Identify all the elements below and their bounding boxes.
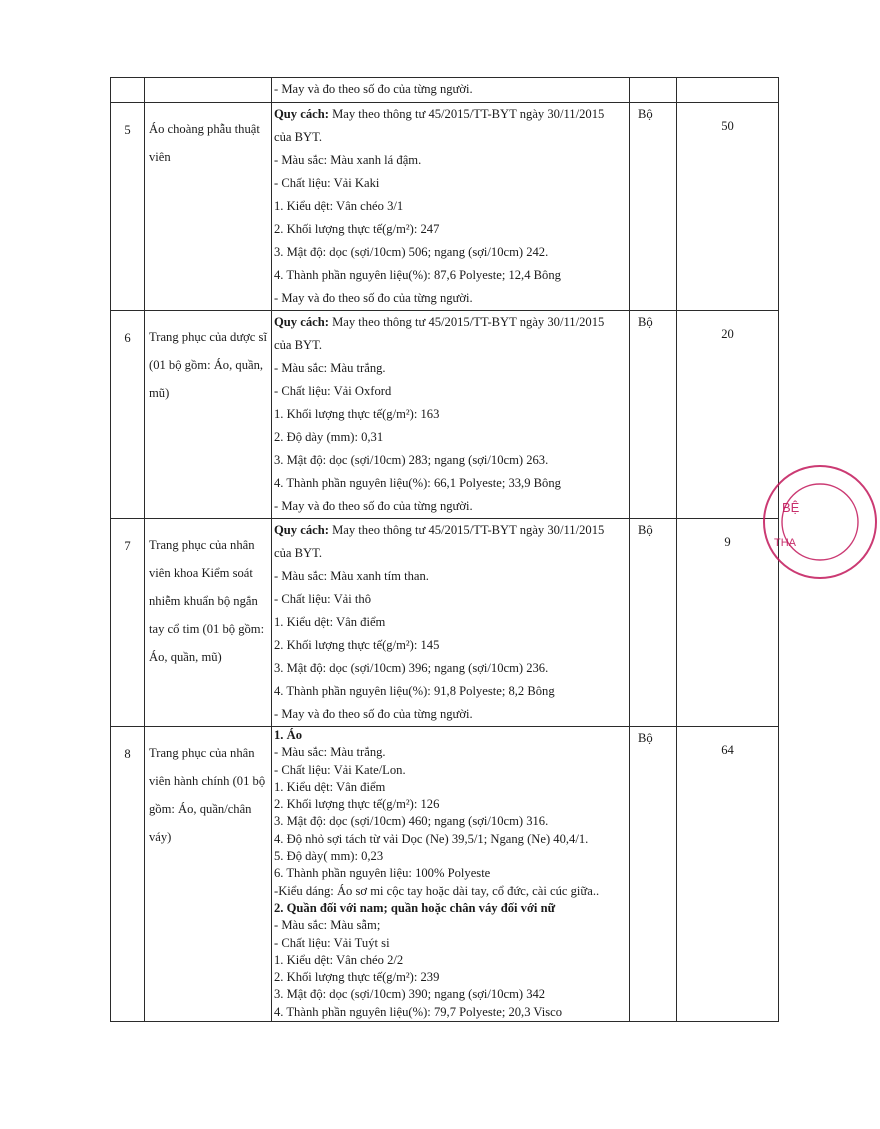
description-line: 4. Độ nhỏ sợi tách từ vải Dọc (Ne) 39,5/1; Ngang (Ne) 40,4/1. — [274, 831, 589, 846]
table-body — [111, 78, 779, 1022]
description-line: của BYT. — [274, 546, 323, 560]
description-line: - Màu sắc: Màu trắng. — [274, 745, 386, 760]
description-line: 3. Mật độ: dọc (sợi/10cm) 506; ngang (sợi/10cm) 242. — [274, 245, 549, 259]
description-line: 3. Mật độ: dọc (sợi/10cm) 283; ngang (sợi/10cm) 263. — [274, 453, 549, 467]
description-line: 1. Kiểu dệt: Vân điểm — [274, 615, 386, 629]
description-line — [274, 519, 626, 542]
description-line: 6. Thành phần nguyên liệu: 100% Polyeste — [274, 866, 491, 881]
description-line: - Chất liệu: Vải Oxford — [274, 384, 392, 398]
item-quantity: 20 — [677, 311, 779, 519]
description-line: 4. Thành phần nguyên liệu(%): 66,1 Polyeste; 33,9 Bông — [274, 476, 561, 490]
item-number: 6 — [111, 311, 145, 519]
stamp-text-line: THA — [774, 537, 796, 549]
item-number: 8 — [111, 727, 145, 1022]
item-unit: Bộ — [630, 727, 677, 1022]
description-line: 2. Quần đối với nam; quần hoặc chân váy đối với nữ — [274, 900, 556, 915]
item-unit: Bộ — [630, 519, 677, 727]
description-line: - Màu sắc: Màu trắng. — [274, 361, 386, 375]
description-line: của BYT. — [274, 130, 323, 144]
description-line: 2. Độ dày (mm): 0,31 — [274, 430, 384, 444]
item-description — [272, 727, 630, 1022]
cell-description — [272, 78, 630, 103]
table-row — [111, 727, 779, 1022]
item-name: Trang phục của nhân viên khoa Kiểm soát nhiễm khuẩn bộ ngắn tay cổ tim (01 bộ gồm: Áo, quần, mũ) — [145, 519, 272, 727]
item-description — [272, 519, 630, 727]
item-name: Trang phục của nhân viên hành chính (01 bộ gồm: Áo, quần/chân váy) — [145, 727, 272, 1022]
item-unit: Bộ — [630, 311, 677, 519]
item-description — [272, 311, 630, 519]
description-line: 1. Kiểu dệt: Vân điểm — [274, 779, 386, 794]
item-number: 7 — [111, 519, 145, 727]
description-line: - Màu sắc: Màu sẫm; — [274, 918, 381, 933]
description-line: 4. Thành phần nguyên liệu(%): 91,8 Polyeste; 8,2 Bông — [274, 684, 555, 698]
item-unit: Bộ — [630, 103, 677, 311]
description-line: 4. Thành phần nguyên liệu(%): 87,6 Polyeste; 12,4 Bông — [274, 268, 561, 282]
item-name: Áo choàng phẫu thuật viên — [145, 103, 272, 311]
description-lead: Quy cách: — [274, 523, 329, 537]
cell-quantity — [677, 78, 779, 103]
cell-no — [111, 78, 145, 103]
item-name: Trang phục của dược sĩ (01 bộ gồm: Áo, quần, mũ) — [145, 311, 272, 519]
cell-unit — [630, 78, 677, 103]
description-line: 1. Kiểu dệt: Vân chéo 2/2 — [274, 952, 404, 967]
description-line: -Kiểu dáng: Áo sơ mi cộc tay hoặc dài tay, cổ đức, cài cúc giữa.. — [274, 883, 600, 898]
description-line: 1. Khối lượng thực tế(g/m²): 163 — [274, 407, 440, 421]
description-line: 2. Khối lượng thực tế(g/m²): 239 — [274, 970, 440, 985]
description-rest: May theo thông tư 45/2015/TT-BYT ngày 30/11/2015 — [328, 315, 605, 329]
item-quantity: 50 — [677, 103, 779, 311]
item-quantity: 64 — [677, 727, 779, 1022]
description-line: - Chất liệu: Vải Kaki — [274, 176, 380, 190]
table-row — [111, 311, 779, 519]
description-line: 2. Khối lượng thực tế(g/m²): 247 — [274, 222, 440, 236]
description-line: 2. Khối lượng thực tế(g/m²): 126 — [274, 797, 440, 812]
description-rest: May theo thông tư 45/2015/TT-BYT ngày 30/11/2015 — [328, 107, 605, 121]
table-row — [111, 103, 779, 311]
description-line: 3. Mật độ: dọc (sợi/10cm) 460; ngang (sợi/10cm) 316. — [274, 814, 549, 829]
item-quantity: 9 — [677, 519, 779, 727]
description-line: - May và đo theo số đo của từng người. — [274, 707, 473, 721]
description-line: 2. Khối lượng thực tế(g/m²): 145 — [274, 638, 440, 652]
red-seal-stamp — [760, 462, 880, 582]
stamp-text-line: BỆ — [782, 500, 800, 515]
description-line: - Chất liệu: Vải thô — [274, 592, 372, 606]
description-rest: May theo thông tư 45/2015/TT-BYT ngày 30/11/2015 — [328, 523, 605, 537]
description-line: 1. Kiểu dệt: Vân chéo 3/1 — [274, 199, 404, 213]
description-line: - Chất liệu: Vải Kate/Lon. — [274, 762, 406, 777]
description-line: của BYT. — [274, 338, 323, 352]
description-line: - Màu sắc: Màu xanh lá đậm. — [274, 153, 422, 167]
specification-table — [110, 77, 779, 1022]
description-line: - May và đo theo số đo của từng người. — [274, 291, 473, 305]
description-line: 1. Áo — [274, 728, 302, 742]
description-lead: Quy cách: — [274, 107, 329, 121]
description-lead: Quy cách: — [274, 315, 329, 329]
description-line: - Chất liệu: Vải Tuýt si — [274, 935, 390, 950]
description-line — [274, 311, 626, 334]
item-description — [272, 103, 630, 311]
description-line: 3. Mật độ: dọc (sợi/10cm) 396; ngang (sợi/10cm) 236. — [274, 661, 549, 675]
table-row — [111, 519, 779, 727]
description-line: - May và đo theo số đo của từng người. — [274, 82, 473, 96]
description-line — [274, 103, 626, 126]
description-line: 3. Mật độ: dọc (sợi/10cm) 390; ngang (sợi/10cm) 342 — [274, 987, 546, 1002]
item-number: 5 — [111, 103, 145, 311]
description-line: - May và đo theo số đo của từng người. — [274, 499, 473, 513]
description-line: 4. Thành phần nguyên liệu(%): 79,7 Polyeste; 20,3 Visco — [274, 1004, 563, 1019]
description-line: 5. Độ dày( mm): 0,23 — [274, 849, 384, 864]
table-row-continued — [111, 78, 779, 103]
description-line: - Màu sắc: Màu xanh tím than. — [274, 569, 429, 583]
cell-name — [145, 78, 272, 103]
